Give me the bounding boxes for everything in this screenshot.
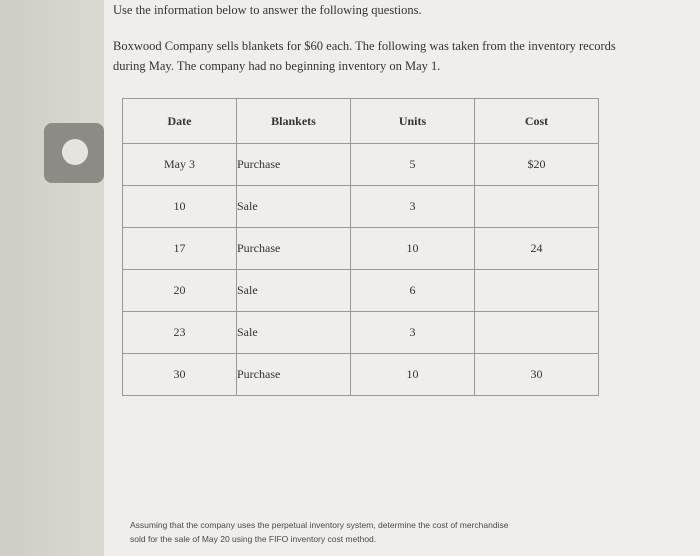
cell-units: 3 xyxy=(351,312,475,354)
table-row xyxy=(123,144,599,186)
problem-line-1: Boxwood Company sells blankets for $60 each. The following was taken from the inventory records xyxy=(113,39,616,53)
cell-cost xyxy=(475,312,599,354)
problem-line-2: during May. The company had no beginning inventory on May 1. xyxy=(113,59,441,73)
header-cost: Cost xyxy=(475,99,599,144)
table-header-row xyxy=(123,99,599,144)
cell-type: Sale xyxy=(237,312,351,354)
cell-date: 10 xyxy=(123,186,237,228)
cell-date: 23 xyxy=(123,312,237,354)
cell-type: Sale xyxy=(237,186,351,228)
cell-units: 10 xyxy=(351,354,475,396)
cell-units: 3 xyxy=(351,186,475,228)
cell-cost: 30 xyxy=(475,354,599,396)
cell-date: 30 xyxy=(123,354,237,396)
cell-cost: $20 xyxy=(475,144,599,186)
question-text xyxy=(130,518,690,546)
circle-icon xyxy=(62,139,88,165)
table-row xyxy=(123,312,599,354)
question-line-2: sold for the sale of May 20 using the FIFO inventory cost method. xyxy=(130,534,377,544)
table-row xyxy=(123,228,599,270)
table-row xyxy=(123,270,599,312)
cell-date: 17 xyxy=(123,228,237,270)
left-margin xyxy=(0,0,104,556)
cell-units: 6 xyxy=(351,270,475,312)
inventory-table xyxy=(122,98,599,396)
question-line-1: Assuming that the company uses the perpetual inventory system, determine the cost of merchandise xyxy=(130,520,509,530)
table-row xyxy=(123,186,599,228)
cell-cost xyxy=(475,186,599,228)
instructions: Use the information below to answer the following questions. xyxy=(113,3,422,17)
cell-units: 10 xyxy=(351,228,475,270)
cell-type: Sale xyxy=(237,270,351,312)
cell-date: 20 xyxy=(123,270,237,312)
cell-type: Purchase xyxy=(237,354,351,396)
cell-type: Purchase xyxy=(237,144,351,186)
header-units: Units xyxy=(351,99,475,144)
side-tab-handle[interactable] xyxy=(44,123,104,183)
header-date: Date xyxy=(123,99,237,144)
cell-type: Purchase xyxy=(237,228,351,270)
cell-units: 5 xyxy=(351,144,475,186)
cell-cost: 24 xyxy=(475,228,599,270)
header-blankets: Blankets xyxy=(237,99,351,144)
cell-date: May 3 xyxy=(123,144,237,186)
problem-description xyxy=(113,36,643,76)
cell-cost xyxy=(475,270,599,312)
table-row xyxy=(123,354,599,396)
